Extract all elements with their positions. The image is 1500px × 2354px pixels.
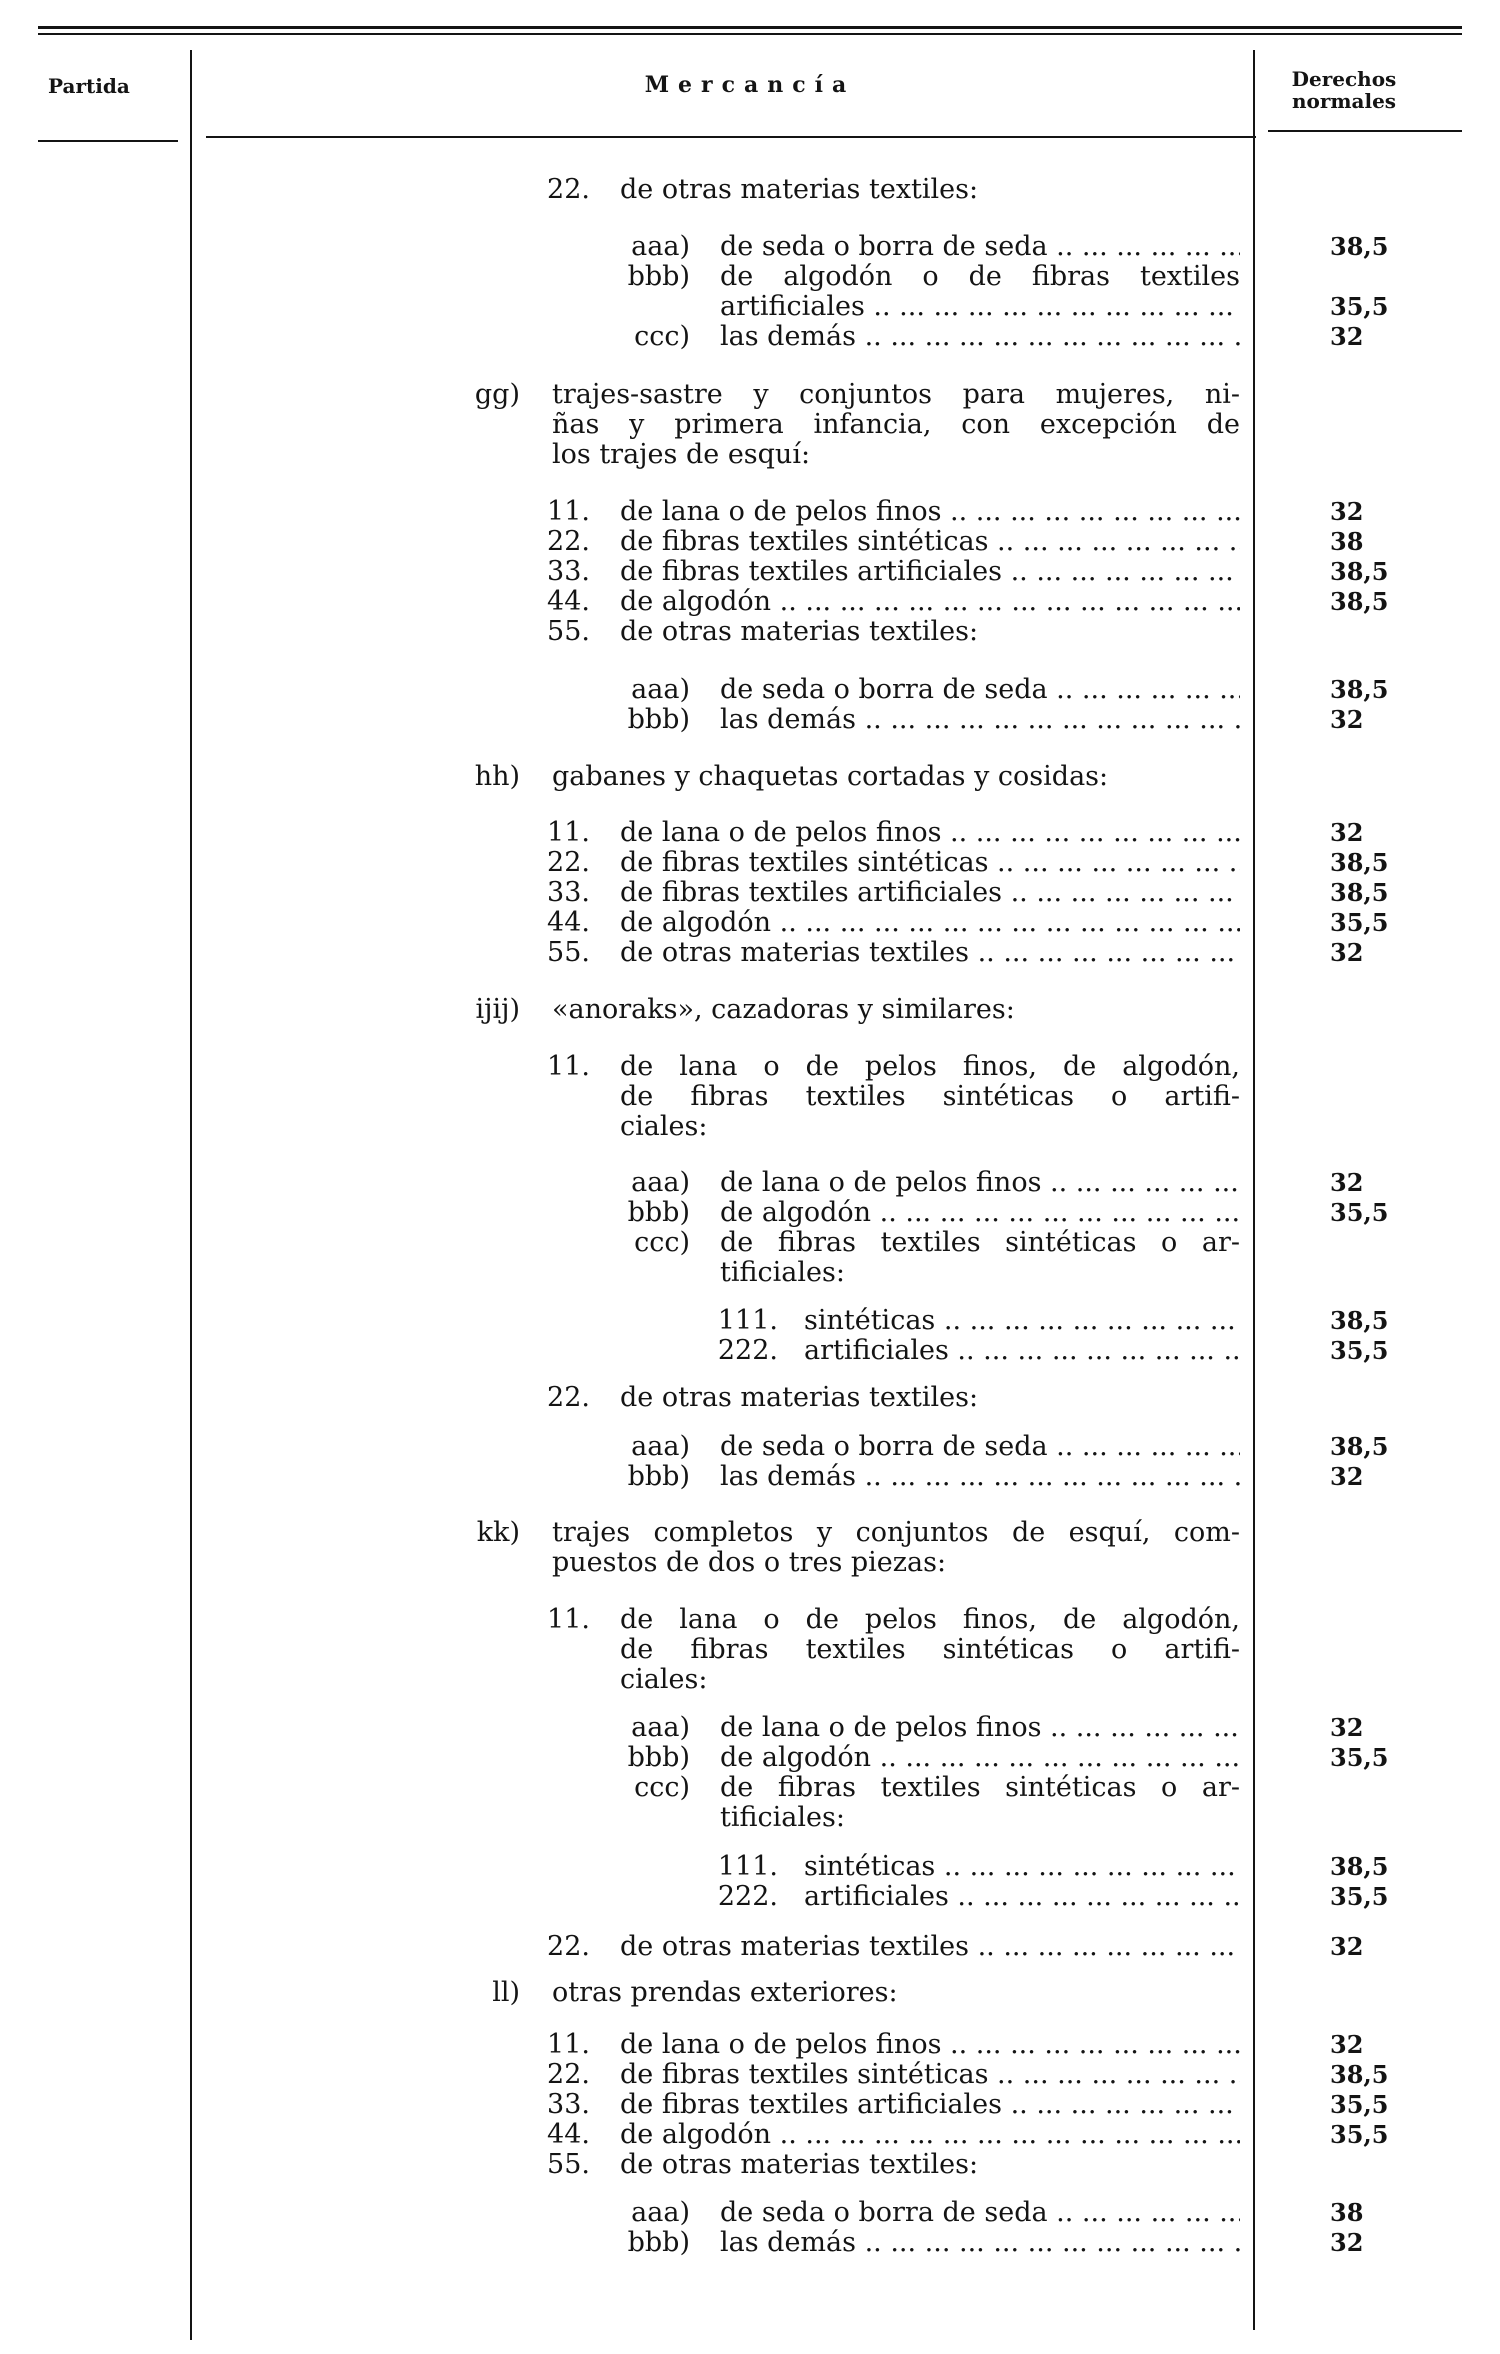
tariff-entry	[0, 762, 1500, 792]
entry-duty-rate: 35,5	[1330, 1336, 1389, 1365]
tariff-entry	[0, 1228, 1500, 1288]
tariff-entry	[0, 1882, 1500, 1912]
entry-duty-rate: 38	[1330, 527, 1364, 556]
entry-code: aaa)	[631, 1712, 690, 1743]
entry-text-line: de fibras textiles sintéticas .. ..	[620, 2060, 1240, 2090]
entry-duty-rate: 32	[1330, 2030, 1364, 2059]
entry-code: 33.	[547, 877, 590, 908]
entry-text-line: de lana o de pelos finos, de algodón,	[620, 1604, 1240, 1635]
entry-text-line: de fibras textiles sintéticas .. ..	[620, 527, 1240, 557]
tariff-entry	[0, 380, 1500, 470]
entry-code: 11.	[547, 1604, 590, 1635]
entry-duty-rate: 32	[1330, 818, 1364, 847]
tariff-entry	[0, 818, 1500, 848]
entry-code: 11.	[547, 1051, 590, 1082]
tariff-entry	[0, 848, 1500, 878]
entry-code: 222.	[717, 1881, 778, 1912]
tariff-entry	[0, 175, 1500, 205]
entry-duty-rate: 35,5	[1330, 2120, 1389, 2149]
tariff-entry	[0, 2030, 1500, 2060]
entry-code: gg)	[474, 379, 520, 410]
entry-text-line: de algodón .. ..	[620, 908, 1240, 938]
entry-duty-rate: 35,5	[1330, 1882, 1389, 1911]
entry-duty-rate: 35,5	[1330, 292, 1389, 321]
entry-text-line: de fibras textiles sintéticas o artifi-	[620, 1634, 1240, 1665]
entry-code: 111.	[717, 1305, 778, 1336]
tariff-entry	[0, 1432, 1500, 1462]
entry-code: bbb)	[627, 1197, 690, 1228]
entry-text-line: de fibras textiles sintéticas o artifi-	[620, 1081, 1240, 1112]
entry-text-line: de algodón .. ..	[720, 1198, 1240, 1228]
entry-code: 22.	[547, 174, 590, 205]
entry-text-line: de seda o borra de seda .. ..	[720, 1432, 1240, 1462]
entry-duty-rate: 32	[1330, 497, 1364, 526]
column-header-partida: Partida	[48, 74, 130, 98]
tariff-entry	[0, 1932, 1500, 1962]
tariff-entry	[0, 1198, 1500, 1228]
column-header-derechos-line2: normales	[1291, 89, 1397, 113]
tariff-entry	[0, 675, 1500, 705]
entry-code: bbb)	[627, 1742, 690, 1773]
tariff-entry	[0, 232, 1500, 262]
entry-text-line: trajes-sastre y conjuntos para mujeres, ni-	[552, 379, 1240, 410]
entry-duty-rate: 32	[1330, 938, 1364, 967]
tariff-entry	[0, 2228, 1500, 2258]
entry-duty-rate: 32	[1330, 1462, 1364, 1491]
entry-code: 22.	[547, 1382, 590, 1413]
entry-duty-rate: 38,5	[1330, 1306, 1389, 1335]
entry-text-line: puestos de dos o tres piezas:	[552, 1547, 947, 1578]
entry-duty-rate: 38,5	[1330, 1852, 1389, 1881]
entry-text-line: de otras materias textiles .. ..	[620, 938, 1240, 968]
entry-text-line: artificiales .. ..	[804, 1882, 1240, 1912]
tariff-entry	[0, 1978, 1500, 2008]
tariff-entry	[0, 1605, 1500, 1695]
entry-code: ccc)	[634, 1772, 690, 1803]
entry-duty-rate: 32	[1330, 1168, 1364, 1197]
entry-code: 11.	[547, 2029, 590, 2060]
entry-code: bbb)	[627, 1461, 690, 1492]
entry-text-line: de algodón .. ..	[620, 587, 1240, 617]
tariff-entry	[0, 2120, 1500, 2150]
tariff-entry	[0, 557, 1500, 587]
entry-text-line: otras prendas exteriores:	[552, 1977, 898, 2008]
entry-text-line: de seda o borra de seda .. ..	[720, 2198, 1240, 2228]
tariff-entry	[0, 1852, 1500, 1882]
tariff-entry	[0, 1743, 1500, 1773]
entry-duty-rate: 38,5	[1330, 587, 1389, 616]
entry-text-line: de lana o de pelos finos .. ..	[620, 818, 1240, 848]
entry-text-line: de otras materias textiles:	[620, 174, 979, 205]
tariff-entry	[0, 1518, 1500, 1578]
entry-text-line: de seda o borra de seda .. ..	[720, 675, 1240, 705]
entry-code: aaa)	[631, 231, 690, 262]
entry-text-line: los trajes de esquí:	[552, 439, 811, 470]
entry-text-line: de seda o borra de seda .. ..	[720, 232, 1240, 262]
entry-text-line: de fibras textiles artificiales .. ..	[620, 2090, 1240, 2120]
entry-text-line: de otras materias textiles:	[620, 1382, 979, 1413]
entry-code: 22.	[547, 2059, 590, 2090]
tariff-entry	[0, 1052, 1500, 1142]
entry-text-line: de fibras textiles sintéticas o ar-	[720, 1227, 1240, 1258]
entry-duty-rate: 38,5	[1330, 232, 1389, 261]
entry-duty-rate: 32	[1330, 322, 1364, 351]
entry-text-line: las demás .. ..	[720, 322, 1240, 352]
entry-code: 33.	[547, 556, 590, 587]
entry-code: 55.	[547, 937, 590, 968]
entry-code: bbb)	[627, 261, 690, 292]
entry-code: ccc)	[634, 321, 690, 352]
entry-code: bbb)	[627, 704, 690, 735]
tariff-entry	[0, 322, 1500, 352]
entry-code: hh)	[474, 761, 520, 792]
entry-text-line: gabanes y chaquetas cortadas y cosidas:	[552, 761, 1109, 792]
entry-code: 22.	[547, 847, 590, 878]
entry-code: 22.	[547, 1931, 590, 1962]
tariff-entry	[0, 938, 1500, 968]
entry-text-line: ñas y primera infancia, con excepción de	[552, 409, 1240, 440]
entry-text-line: de algodón .. ..	[620, 2120, 1240, 2150]
tariff-entry	[0, 2150, 1500, 2180]
tariff-entry	[0, 1336, 1500, 1366]
entry-text-line: las demás .. ..	[720, 705, 1240, 735]
entry-duty-rate: 38,5	[1330, 848, 1389, 877]
entry-code: aaa)	[631, 674, 690, 705]
entry-code: 44.	[547, 2119, 590, 2150]
entry-code: aaa)	[631, 2197, 690, 2228]
tariff-entry	[0, 1773, 1500, 1833]
column-header-mercancia: Mercancía	[644, 72, 856, 98]
entry-text-line: de lana o de pelos finos .. ..	[720, 1713, 1240, 1743]
entry-duty-rate: 32	[1330, 705, 1364, 734]
entry-text-line: de fibras textiles artificiales .. ..	[620, 878, 1240, 908]
entry-code: 44.	[547, 586, 590, 617]
tariff-entry	[0, 878, 1500, 908]
entry-code: 22.	[547, 526, 590, 557]
entry-text-line: ciales:	[620, 1664, 708, 1695]
entry-text-line: de fibras textiles sintéticas .. ..	[620, 848, 1240, 878]
entry-text-line: sintéticas .. ..	[804, 1852, 1240, 1882]
entry-text-line: artificiales .. ..	[720, 292, 1240, 322]
entry-code: 44.	[547, 907, 590, 938]
tariff-entry	[0, 908, 1500, 938]
entry-text-line: ciales:	[620, 1111, 708, 1142]
entry-duty-rate: 35,5	[1330, 2090, 1389, 2119]
entry-text-line: de otras materias textiles:	[620, 2149, 979, 2180]
tariff-entry	[0, 2198, 1500, 2228]
entry-code: 222.	[717, 1335, 778, 1366]
entry-text-line: de lana o de pelos finos .. ..	[620, 2030, 1240, 2060]
entry-code: bbb)	[627, 2227, 690, 2258]
entry-duty-rate: 38,5	[1330, 2060, 1389, 2089]
tariff-entry	[0, 2090, 1500, 2120]
entry-code: 11.	[547, 817, 590, 848]
entry-duty-rate: 32	[1330, 2228, 1364, 2257]
entry-text-line: las demás .. ..	[720, 2228, 1240, 2258]
entry-text-line: artificiales .. ..	[804, 1336, 1240, 1366]
tariff-entry	[0, 587, 1500, 617]
entry-duty-rate: 38,5	[1330, 1432, 1389, 1461]
entry-text-line: de fibras textiles sintéticas o ar-	[720, 1772, 1240, 1803]
entry-text-line: «anoraks», cazadoras y similares:	[552, 994, 1015, 1025]
column-header-derechos-line1: Derechos	[1291, 67, 1397, 91]
tariff-entry	[0, 1168, 1500, 1198]
entry-duty-rate: 38	[1330, 2198, 1364, 2227]
entry-code: 11.	[547, 496, 590, 527]
tariff-entry	[0, 1306, 1500, 1336]
entry-text-line: de algodón o de fibras textiles	[720, 261, 1240, 292]
entry-text-line: de lana o de pelos finos .. ..	[720, 1168, 1240, 1198]
entry-code: aaa)	[631, 1431, 690, 1462]
tariff-entry	[0, 617, 1500, 647]
entry-text-line: de otras materias textiles:	[620, 616, 979, 647]
entry-text-line: de algodón .. ..	[720, 1743, 1240, 1773]
tariff-entry	[0, 995, 1500, 1025]
entry-code: 55.	[547, 616, 590, 647]
tariff-entry	[0, 1462, 1500, 1492]
entry-code: aaa)	[631, 1167, 690, 1198]
entry-code: 33.	[547, 2089, 590, 2120]
entry-code: kk)	[476, 1517, 520, 1548]
tariff-entry	[0, 262, 1500, 322]
entry-text-line: las demás .. ..	[720, 1462, 1240, 1492]
entry-duty-rate: 35,5	[1330, 1743, 1389, 1772]
entry-code: 55.	[547, 2149, 590, 2180]
entry-code: ccc)	[634, 1227, 690, 1258]
tariff-entry	[0, 1713, 1500, 1743]
entry-duty-rate: 32	[1330, 1932, 1364, 1961]
entry-duty-rate: 38,5	[1330, 557, 1389, 586]
entry-duty-rate: 35,5	[1330, 908, 1389, 937]
entry-code: ll)	[492, 1977, 520, 2008]
tariff-entry	[0, 497, 1500, 527]
entry-code: 111.	[717, 1851, 778, 1882]
entry-code: ijij)	[475, 994, 520, 1025]
entry-duty-rate: 38,5	[1330, 675, 1389, 704]
tariff-entry	[0, 2060, 1500, 2090]
tariff-entry	[0, 527, 1500, 557]
entry-duty-rate: 32	[1330, 1713, 1364, 1742]
tariff-entry	[0, 705, 1500, 735]
entry-text-line: tificiales:	[720, 1802, 845, 1833]
entry-text-line: de fibras textiles artificiales .. ..	[620, 557, 1240, 587]
entry-text-line: tificiales:	[720, 1257, 845, 1288]
entry-text-line: de otras materias textiles .. ..	[620, 1932, 1240, 1962]
entry-text-line: de lana o de pelos finos, de algodón,	[620, 1051, 1240, 1082]
entry-duty-rate: 38,5	[1330, 878, 1389, 907]
entry-text-line: sintéticas .. ..	[804, 1306, 1240, 1336]
tariff-entry	[0, 1383, 1500, 1413]
entry-duty-rate: 35,5	[1330, 1198, 1389, 1227]
entry-text-line: de lana o de pelos finos .. ..	[620, 497, 1240, 527]
entry-text-line: trajes completos y conjuntos de esquí, com-	[552, 1517, 1240, 1548]
